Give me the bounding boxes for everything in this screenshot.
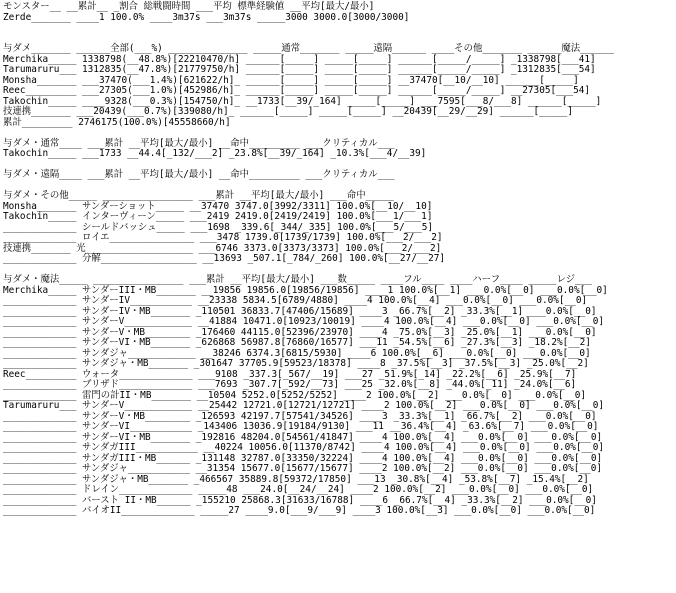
report-line: _____________ ロイエ_______________ ___3478 1739.0[1739/1739] 100.0%[___2/___2]	[3, 232, 443, 243]
report-line: Reec_________ ウォータ_____________ ___9108 _337.3[_567/__19] ___27 _51.9%[_14] _22.2%[__6] _25.9%[__7]	[3, 368, 577, 380]
report-line: モンスター__ __累計__ _割合 総戦闘時間 ___平均 標準経験値 __平均[最大/最小]	[3, 1, 375, 12]
report-line: Takochin_____ ____9328(___0.3%)[154750/h]_ __1733[__39/_164] _____[_____] ___7595[___8/___8] ______[_____]	[3, 95, 602, 107]
report-line: _____________ ブリザド_____________ ___7693 _307.7[_592/__73] ___25 _32.0%[__8] _44.0%[_11] _24.0%[__6]	[3, 379, 577, 390]
report-line: 与ダメ・通常____ ___累計 __平均[最大/最小] __命中_________ ___クリティカル___	[3, 137, 395, 149]
report-line: 技連携_______ ___20439(___0.7%)[339080/h]_ ______[_____] _____[_____] __20439[__29/__29] ______[_____]	[3, 106, 573, 117]
report-line: _____________ サンダーVI・MB_______ _192816 48204.0[54561/41847] ____4 100.0%[__4] ___0.0%[__0] ___0.0%[__0]	[3, 431, 603, 443]
report-line: 累計_________ 2746175(100.0%)[45558660/h]	[3, 116, 231, 128]
report-line: 与ダメ・遠隔____ ___累計 __平均[最大/最小] __命中_________ ___クリティカル___	[3, 169, 395, 180]
report-line: Monsha_______ ___37470(___1.4%)[621622/h]_ ______[_____] _____[_____] __37470[__10/__10] ______[_____]	[3, 74, 579, 86]
report-line: 与ダメ・魔法_____ ________________ ___累計 __平均[最大/最小] ___数_____ ____フル____ ____ハーフ____ _____レジ___	[3, 274, 592, 285]
blank-line	[3, 128, 675, 139]
report-line: _____________ シールドバッシュ_____ ___1698 _339.6[_344/_335] 100.0%[___5/___5]	[3, 221, 434, 233]
report-line: _____________ サンダーV・MB________ _176460 44115.0[52396/23970] ____4 _75.0%[__3] _25.0%[__1] ___0.0%[__0]	[3, 326, 597, 338]
report-line: Tarumaruru___ サンダーV____________ __25442 12721.0[12721/12721] ____2 100.0%[__2] ___0.0%[__0] ___0.0%[__0]	[3, 400, 605, 411]
report-line: _____________ バースト II・MB______ _155210 25868.3[31633/16788] ____6 _66.7%[__4] _33.3%[__2] ___0.0%[__0]	[3, 494, 597, 506]
report-line: _____________ バイオII_____________ _____27 ____9.0[___9/___9] ____3 100.0%[__3] ___0.0%[__0] ___0.0%[__0]	[3, 505, 596, 516]
report-line: _____________ サンダジャ___________ __31354 15677.0[15677/15677] ____2 100.0%[__2] ___0.0%[__0] ___0.0%[__0]	[3, 463, 602, 474]
damage-report	[3, 2, 675, 517]
report-line: Monsha_______ サンダーショット_____ __37470 3747.0[3992/3311] 100.0%[__10/__10]	[3, 200, 433, 212]
report-line: _____________ 雷門の計II・MB_______ __10504 5252.0[5252/5252] ____2 100.0%[__2] ___0.0%[__0] ___0.0%[__0]	[3, 389, 587, 401]
report-line: _____________ サンダーVI・MB_______ _626868 56987.8[76860/16577] ___11 _54.5%[__6] _27.3%[__3] _18.2%[__2]	[3, 337, 591, 348]
report-line: _____________ サンダガIII・MB______ _131148 32787.0[33350/32224] ____4 100.0%[__4] ___0.0%[__0] ___0.0%[__0]	[3, 452, 603, 464]
report-line: _____________ ドレイン_____________ _____48 ___24.0[__24/__24] ____2 100.0%[__2] ___0.0%[__0] ___0.0%[__0]	[3, 484, 594, 495]
blank-line	[3, 23, 675, 34]
report-line: _____________ サンダジャ・MB_______ _466567 35889.8[59372/17850] ___13 _30.8%[__4] _53.8%[__7] _15.4%[__2]	[3, 473, 589, 485]
report-line: _____________ サンダジャ____________ __38246 6374.3[6815/5930] ____6 100.0%[__6] ___0.0%[__0] ___0.0%[__0]	[3, 347, 591, 359]
report-line: _____________ サンダーV・MB________ _126593 42197.7[57541/34526] ____3 _33.3%[__1] _66.7%[__2] ___0.0%[__0]	[3, 410, 597, 422]
report-line: 技連携_______ 光___________________ ___6746 3373.0[3373/3373] 100.0%[___2/___2]	[3, 242, 442, 254]
report-line: Reec_________ ___27305(___1.0%)[452986/h]_ ______[_____] _____[_____] ______[_____/_____] __27305[___54]	[3, 85, 590, 96]
report-line: Merchika_____ 1338798(__48.8%)[22210470/h] ______[_____] _____[_____] ______[_____/_____] _1338798[___41]	[3, 53, 596, 65]
report-line: _____________ サンダガIII___________ __40224 10056.0[11370/8742] ____4 100.0%[__4] ___0.0%[__0] ___0.0%[__0]	[3, 442, 605, 453]
report-line: _____________ 分解_________________ __13693 _507.1[_784/_260] 100.0%[__27/__27]	[3, 253, 446, 264]
report-line: _____________ サンダーIV___________ __23338 5834.5[6789/4880] ____4 100.0%[__4] ___0.0%[__0] ___0.0%[__0]	[3, 295, 588, 306]
report-line: Takochin_____ ___1733 __44.4[_132/___2] _23.8%[__39/_164] _10.3%[___4/__39]	[3, 148, 427, 159]
report-line: Tarumaruru___ 1312835(__47.8%)[21779750/h] ______[_____] _____[_____] ______[_____/_____] _1312835[___54]	[3, 64, 596, 75]
report-line: 与ダメ・その他_____ ________________ ___累計 __平均[最大/最小] ___命中_____	[3, 190, 394, 201]
report-line: Merchika_____ サンダーIII・MB_______ __19856 19856.0[19856/19856] ____1 100.0%[__1] ___0.0%[__0] ___0.0%[__0]	[3, 284, 608, 296]
report-line: 与ダメ_______ ______全部(___%) ______________ _____通常_______ _____遠隔______ ____その他_______ ______魔法______	[3, 43, 615, 54]
report-line: Zerde_______ ____1 100.0% ____3m37s ___3m37s _____3000 3000.0[3000/3000]	[3, 11, 410, 23]
report-line: _____________ サンダジャ・MB_______ _301647 37705.9[59523/18378] ____8 _37.5%[__3] _37.5%[__3] _25.0%[__2]	[3, 358, 589, 369]
report-line: _____________ サンダーVI___________ _143406 13036.9[19184/9130] ___11 __36.4%[__4] _63.6%[__7] ___0.0%[__0]	[3, 421, 599, 432]
report-line: _____________ サンダーV____________ __41884 10471.0[10923/10019] ____4 100.0%[__4] ___0.0%[__0] ___0.0%[__0]	[3, 316, 605, 327]
report-line: _____________ サンダーIV・MB_______ _110501 36833.7[47406/15689] ____3 _66.7%[__2] _33.3%[__1] ___0.0%[__0]	[3, 305, 597, 317]
report-line: Takochin_____ インターヴィーン_____ ___2419 2419.0[2419/2419] 100.0%[___1/___1]	[3, 211, 433, 222]
